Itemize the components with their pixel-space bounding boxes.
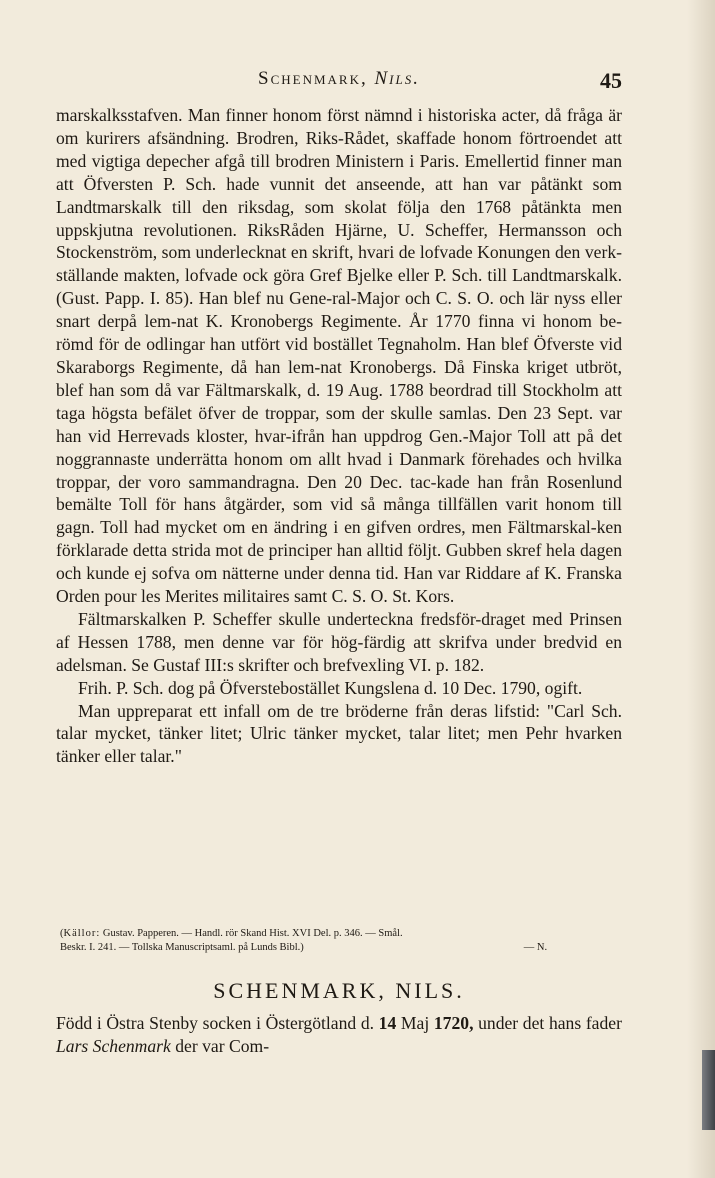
page-number: 45 <box>600 68 622 93</box>
paragraph-peace-treaty: Fältmarskalken P. Scheffer skulle underteckna fredsför-draget med Prinsen af Hessen 1788, men denne var för hög-färdig att skrifva under bredvid en adelsman. Se Gustaf III:s skrifter och brefvexling VI. p. 182. <box>56 608 622 675</box>
paragraph-anecdote: Man uppreparat ett infall om de tre bröderne från deras lifstid: "Carl Sch. talar mycket, tänker litet; Ulric tänker mycket, talar litet; men Pehr hvarken tänker eller talar." <box>56 700 622 767</box>
paragraph-career: marskalksstafven. Man finner honom först nämnd i historiska acter, då fråga är om kurirers afsändning. Brodren, Riks-Rådet, skaffade honom förtroendet att med vigtiga depecher afgå till brodren Ministern i Paris. Emellertid finner man att Öfversten P. Sch. hade vunnit det anseende, att han var påtänkt som Landtmarskalk till den riksdag, som skolat följa den 1768 påtänkta men uppskjutna revolutionen. RiksRåden Hjärne, U. Scheffer, Hermansson och Stockenström, som underlecknat en skrift, hvari de lofvade Konungen den verk-ställande makten, lofvade ock göra Gref Bjelke eller P. Sch. till Landtmarskalk. (Gust. Papp. I. 85). Han blef nu Gene-ral-Major och C. S. O. och lär nyss eller snart derpå lem-nat K. Kronobergs Regimente. År 1770 finna vi honom be-römd för de odlingar han utfört vid bostället Tegnaholm. Han blef Öfverste vid Skaraborgs Regimente, då han lem-nat Kronobergs. Då Finska kriget utbröt, blef han som då var Fältmarskalk, d. 19 Aug. 1788 beordrad till Stockholm att taga högsta befälet öfver de troppar, som der skulle samlas. Den 23 Sept. var han vid Herrevads kloster, hvar-ifrån han uppdrog Gen.-Major Toll att på det noggrannaste underrätta honom om allt hvad i Danmark förehades och hvilka troppar, der voro sammandragna. Den 20 Dec. tac-kade han från Rosenlund bemälte Toll för hans åtgärder, som vid så många tillfällen varit honom till gagn. Toll had mycket om en ändring i en gifven ordres, men Fältmarskal-ken förklarade detta strida mot de principer han alltid följt. Gubben skref hela dagen och kunde ej sofva om nätterne under denna tid. Han var Riddare af K. Franska Orden pour les Merites militaires samt C. S. O. St. Kors. <box>56 105 622 607</box>
sources-line-1: (Källor: Gustav. Papperen. — Handl. rör Skand Hist. XVI Del. p. 346. — Smål. <box>60 928 403 939</box>
paragraph-death: Frih. P. Sch. dog på Öfverstebostället Kungslena d. 10 Dec. 1790, ogift. <box>78 677 583 698</box>
entry-text-before: Född i Östra Stenby socken i Östergötland d. <box>56 1013 375 1033</box>
entry-text <box>56 1012 622 1058</box>
running-head-surname: Schenmark, <box>258 68 368 89</box>
entry-birth-day: 14 <box>378 1013 397 1033</box>
entry-heading: SCHENMARK, NILS. <box>213 978 465 1003</box>
entry-birth-year: 1720, <box>433 1013 474 1033</box>
entry-text-mid: under det hans fader <box>478 1013 622 1033</box>
running-head <box>56 68 622 90</box>
sources-line-2 <box>60 941 620 955</box>
sources-note <box>60 927 620 955</box>
article-body <box>56 104 622 768</box>
entry-birth-month: Maj <box>400 1013 430 1033</box>
page-edge-shadow <box>687 0 715 1178</box>
entry-text-after: der var Com- <box>175 1036 270 1056</box>
page-header <box>56 68 622 92</box>
page-tab-marker <box>702 1050 715 1130</box>
running-head-given-name: Nils. <box>374 68 420 89</box>
sources-label: Källor: <box>63 928 101 939</box>
entry-father-name: Lars Schenmark <box>56 1036 171 1056</box>
sources-text-2: Beskr. I. 241. — Tollska Manuscriptsaml. på Lunds Bibl.) <box>60 942 304 953</box>
author-signature: — N. <box>523 942 548 953</box>
sources-text-1: Gustav. Papperen. — Handl. rör Skand Hist. XVI Del. p. 346. — Smål. <box>102 928 403 939</box>
